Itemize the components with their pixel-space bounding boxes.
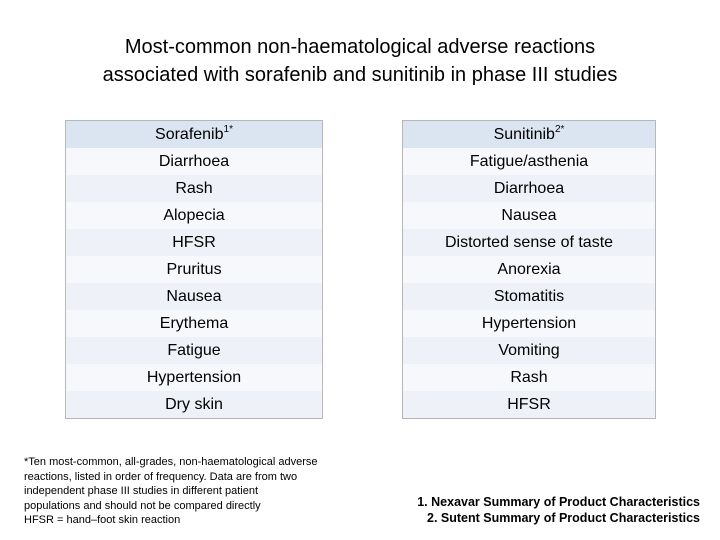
sorafenib-row: Alopecia [66,202,323,229]
sorafenib-row: HFSR [66,229,323,256]
sorafenib-row: Fatigue [66,337,323,364]
sorafenib-table [65,120,323,419]
title-line-1: Most-common non-haematological adverse reactions [124,36,596,58]
sunitinib-header [403,121,656,149]
sunitinib-row: Fatigue/asthenia [403,148,656,175]
sunitinib-row: Anorexia [403,256,656,283]
sorafenib-row: Nausea [66,283,323,310]
slide-title [0,33,720,89]
sunitinib-header-label: Sunitinib [493,126,555,143]
sunitinib-row: Rash [403,364,656,391]
sunitinib-row: Stomatitis [403,283,656,310]
sorafenib-row: Dry skin [66,391,323,419]
footnote-line: *Ten most-common, all-grades, non-haematological adverse [24,456,318,468]
footnote-line: independent phase III studies in different patient [24,485,259,497]
sunitinib-row: Nausea [403,202,656,229]
sunitinib-row: Distorted sense of taste [403,229,656,256]
sorafenib-row: Erythema [66,310,323,337]
sunitinib-row: HFSR [403,391,656,419]
sorafenib-header [66,121,323,149]
footnote-line: HFSR = hand–foot skin reaction [24,514,181,526]
reference-1: 1. Nexavar Summary of Product Characteristics [417,495,700,509]
reference-2: 2. Sutent Summary of Product Characteristics [427,511,700,525]
footnote [24,455,384,528]
references [417,494,700,526]
sorafenib-header-label: Sorafenib [155,126,224,143]
sunitinib-row: Vomiting [403,337,656,364]
sorafenib-row: Pruritus [66,256,323,283]
sunitinib-table [402,120,656,419]
footnote-line: populations and should not be compared directly [24,499,261,512]
title-line-2: associated with sorafenib and sunitinib in phase III studies [102,64,618,86]
sunitinib-row: Diarrhoea [403,175,656,202]
sunitinib-header-superscript: 2* [554,124,565,135]
sorafenib-row: Diarrhoea [66,148,323,175]
sorafenib-row: Hypertension [66,364,323,391]
sorafenib-header-superscript: 1* [223,124,233,135]
sunitinib-row: Hypertension [403,310,656,337]
sorafenib-row: Rash [66,175,323,202]
footnote-line: reactions, listed in order of frequency. Data are from two [24,470,298,483]
